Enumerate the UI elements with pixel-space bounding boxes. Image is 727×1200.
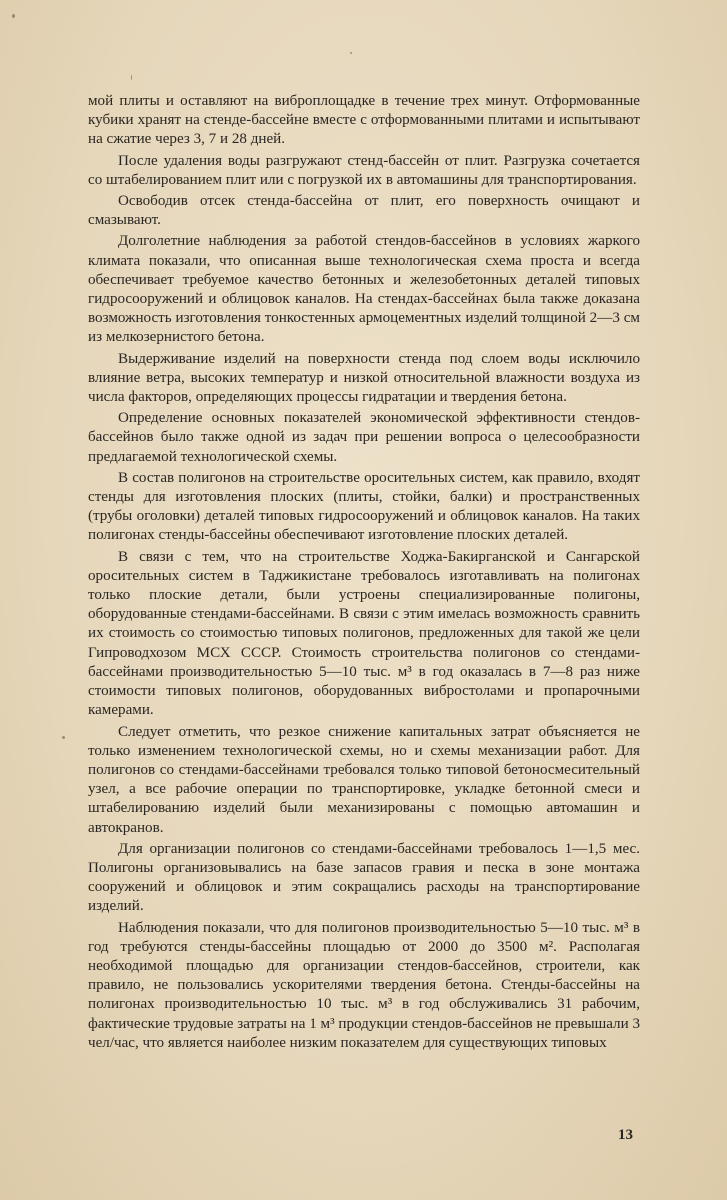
text-body xyxy=(88,92,640,1053)
paragraph-6: Определение основных показателей экономической эффективности стендов-бассейнов было также одной из задач при решении вопроса о целесообразности предлагаемой технологической схемы. xyxy=(88,410,640,465)
paper-speck xyxy=(12,14,15,18)
paragraph-10: Для организации полигонов со стендами-бассейнами требовалось 1—1,5 мес. Полигоны организовывались на базе запасов гравия и песка в зоне монтажа сооружений и облицовок и этим сокращались расходы на транспортирование изделий. xyxy=(88,840,640,915)
page-number: 13 xyxy=(618,1127,633,1143)
paragraph-3: Освободив отсек стенда-бассейна от плит, его поверхность очищают и смазывают. xyxy=(88,193,640,229)
paper-speck xyxy=(62,736,65,739)
paragraph-11: Наблюдения показали, что для полигонов производительностью 5—10 тыс. м³ в год требуются стенды-бассейны площадью от 2000 до 3500 м². Располагая необходимой площадью для организации стендов-бассейнов, строители, как правило, не пользовались ускорителями твердения бетона. Стенды-бассейны на полигонах производительностью 10 тыс. м³ в год обслуживались 31 рабочим, фактические трудовые затраты на 1 м³ продукции стендов-бассейнов не превышали 3 чел/час, что является наиболее низким показателем для существующих типовых xyxy=(88,919,640,1051)
paragraph-9: Следует отметить, что резкое снижение капитальных затрат объясняется не только изменением технологической схемы, но и схемы механизации работ. Для полигонов со стендами-бассейнами требовался только типовой бетоносмесительный узел, а все рабочие операции по транспортировке, укладке бетонной смеси и штабелированию изделий были механизированы с помощью автомашин и автокранов. xyxy=(88,723,640,836)
paper-speck xyxy=(350,52,352,54)
paragraph-8: В связи с тем, что на строительстве Ходжа-Бакирганской и Сангарской оросительных систем в Таджикистане требовалось изготавливать на полигонах только плоские детали, были устроены специализированные полигоны, оборудованные стендами-бассейнами. В связи с этим имелась возможность сравнить их стоимость со стоимостью типовых полигонов, предложенных для такой же цели Гипроводхозом МСХ СССР. Стоимость строительства полигонов со стендами-бассейнами производительностью 5—10 тыс. м³ в год оказалась в 7—8 раз ниже стоимости типовых полигонов, оборудованных вибростолами и пропарочными камерами. xyxy=(88,548,640,719)
paragraph-5: Выдерживание изделий на поверхности стенда под слоем воды исключило влияние ветра, высоких температур и низкой относительной влажности воздуха из числа факторов, определяющих процессы гидратации и твердения бетона. xyxy=(88,350,640,406)
paragraph-7: В состав полигонов на строительстве оросительных систем, как правило, входят стенды для изготовления плоских (плиты, стойки, балки) и пространственных (трубы оголовки) деталей типовых гидросооружений и облицовок каналов. На таких полигонах стенды-бассейны обеспечивают изготовление плоских деталей. xyxy=(88,469,640,544)
paper-speck xyxy=(131,75,132,80)
paragraph-1: мой плиты и оставляют на виброплощадке в течение трех минут. Отформованные кубики хранят на стенде-бассейне вместе с отформованными плитами и испытывают на сжатие через 3, 7 и 28 дней. xyxy=(88,93,640,148)
paragraph-2: После удаления воды разгружают стенд-бассейн от плит. Разгрузка сочетается со штабелированием плит или с погрузкой их в автомашины для транспортирования. xyxy=(88,152,640,188)
paragraph-4: Долголетние наблюдения за работой стендов-бассейнов в условиях жаркого климата показали, что описанная выше технологическая схема проста и всегда обеспечивает требуемое качество бетонных и железобетонных деталей типовых гидросооружений и облицовок каналов. На стендах-бассейнах была также доказана возможность изготовления тонкостенных армоцементных изделий толщиной 2—3 см из мелкозернистого бетона. xyxy=(88,233,640,346)
